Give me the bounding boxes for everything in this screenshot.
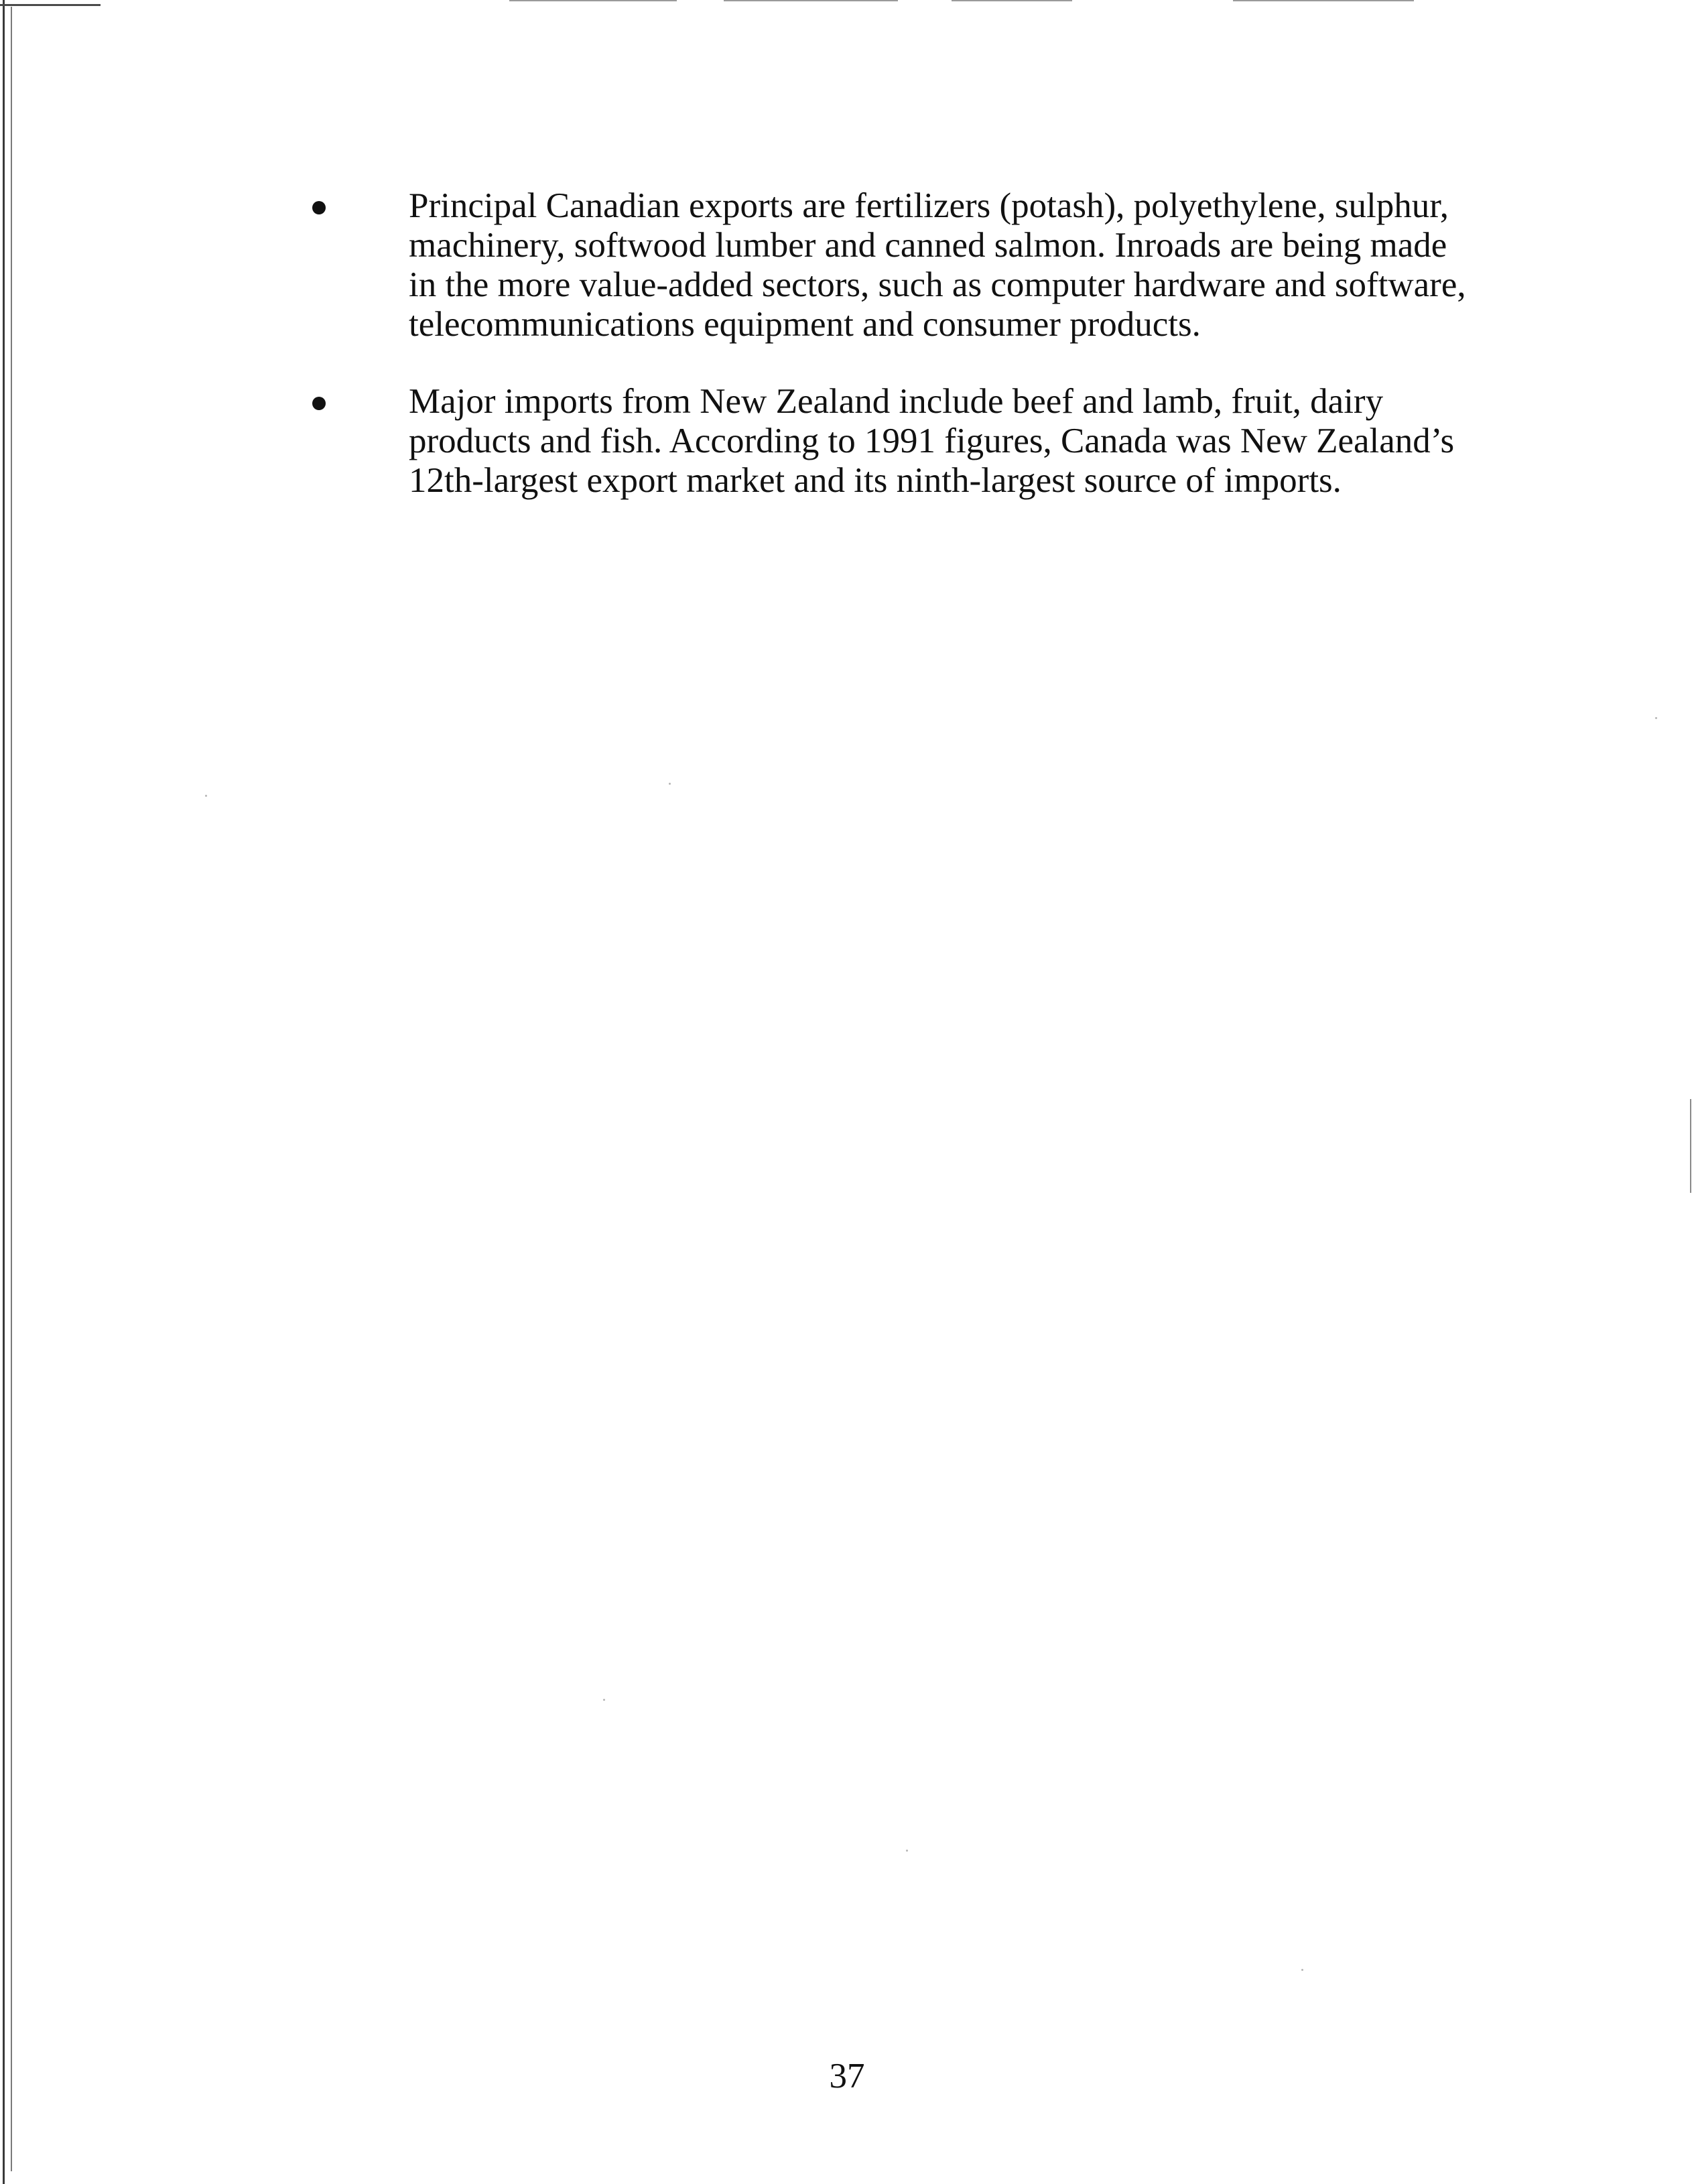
bullet-icon (312, 201, 326, 214)
scan-edge-left-inner (11, 7, 12, 2171)
bullet-list (308, 186, 1466, 538)
bullet-icon (312, 397, 326, 410)
scan-speck (906, 1850, 908, 1852)
list-item (308, 186, 1466, 344)
scan-speck (205, 795, 207, 797)
scan-speck (1655, 717, 1657, 719)
scan-edge-top-dash (509, 0, 677, 1)
scan-edge-top-dash (1233, 0, 1414, 1)
bullet-text: Principal Canadian exports are fertilizers (potash), polyethylene, sulphur, machinery, softwood lumber and canned salmon. Inroads are being made in the more value-added sectors, such as computer hardware and software, telecommunications equipment and consumer products. (409, 186, 1466, 344)
list-item (308, 382, 1455, 501)
scan-edge-top (0, 4, 101, 6)
page-number: 37 (829, 2057, 865, 2096)
scan-edge-top-dash (724, 0, 898, 1)
scan-speck (669, 783, 671, 785)
scan-speck (603, 1699, 605, 1701)
scan-edge-left (3, 0, 5, 2184)
bullet-text: Major imports from New Zealand include beef and lamb, fruit, dairy products and fish. According to 1991 figures, Canada was New Zealand’s 12th-largest export market and its ninth-largest source of imports. (409, 382, 1455, 500)
scan-edge-right (1690, 1099, 1691, 1193)
scan-speck (1301, 1969, 1303, 1971)
scan-edge-top-dash (952, 0, 1072, 1)
